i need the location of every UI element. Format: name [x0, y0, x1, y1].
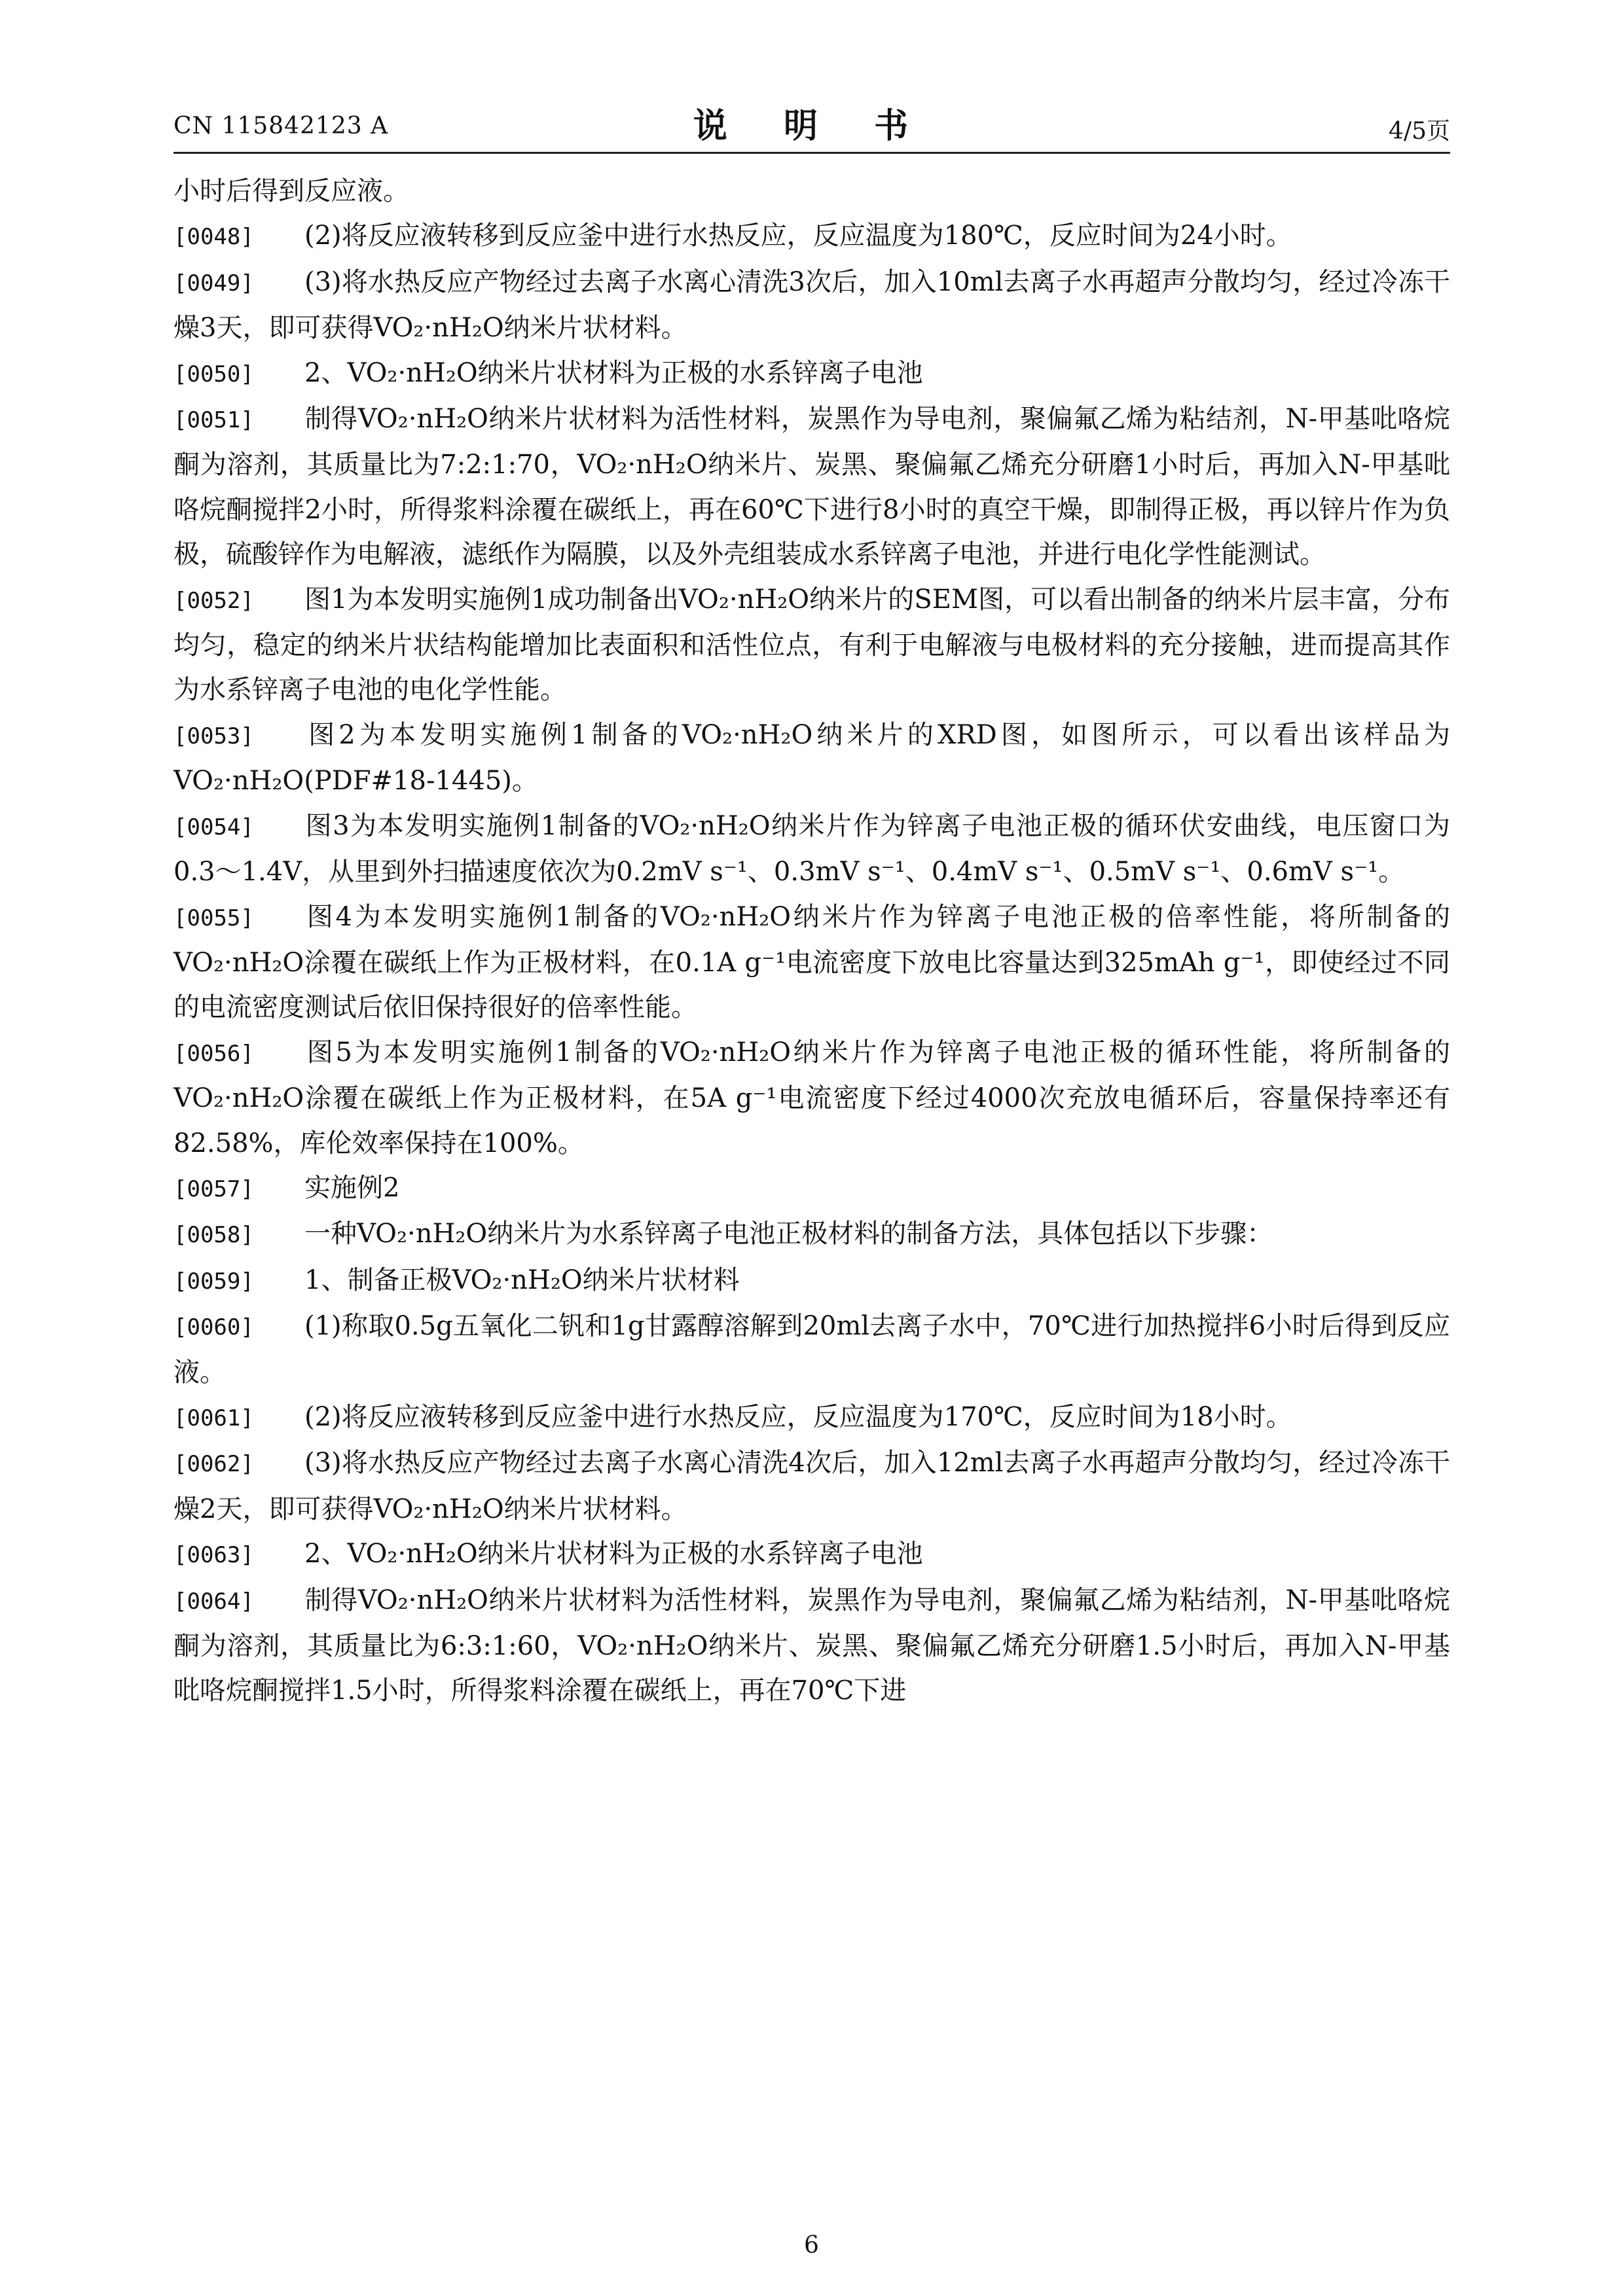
- paragraph: [173, 577, 1450, 713]
- paragraph-number: [0061]: [173, 1405, 254, 1431]
- paragraph-text: 制得VO₂·nH₂O纳米片状材料为活性材料，炭黑作为导电剂，聚偏氟乙烯为粘结剂，N-甲基吡咯烷酮为溶剂，其质量比为6:3:1:60，VO₂·nH₂O纳米片、炭黑、聚偏氟乙烯充分研磨1.5小时后，再加入N-甲基吡咯烷酮搅拌1.5小时，所得浆料涂覆在碳纸上，再在70℃下进: [173, 1585, 1450, 1706]
- paragraph-number: [0055]: [173, 905, 254, 931]
- paragraph-text: (2)将反应液转移到反应釜中进行水热反应，反应温度为170℃，反应时间为18小时。: [304, 1401, 1292, 1432]
- document-id: CN 115842123 A: [173, 113, 389, 139]
- paragraph-number: [0056]: [173, 1040, 254, 1067]
- paragraph-number: [0063]: [173, 1542, 254, 1569]
- paragraph-text: 图4为本发明实施例1制备的VO₂·nH₂O纳米片作为锌离子电池正极的倍率性能，将所制备的VO₂·nH₂O涂覆在碳纸上作为正极材料，在0.1A g⁻¹电流密度下放电比容量达到325mAh g⁻¹，即使经过不同的电流密度测试后依旧保持很好的倍率性能。: [173, 901, 1450, 1023]
- paragraph-number: [0059]: [173, 1268, 254, 1295]
- paragraph: [173, 397, 1450, 577]
- paragraph: [173, 1030, 1450, 1166]
- paragraph: [173, 1441, 1450, 1532]
- paragraph-text: (3)将水热反应产物经过去离子水离心清洗4次后，加入12ml去离子水再超声分散均匀，经过冷冻干燥2天，即可获得VO₂·nH₂O纳米片状材料。: [173, 1448, 1450, 1524]
- paragraph: [173, 351, 1450, 397]
- document-body: [173, 169, 1450, 1713]
- paragraph: [173, 1532, 1450, 1577]
- paragraph-text: (2)将反应液转移到反应釜中进行水热反应，反应温度为180℃，反应时间为24小时。: [304, 221, 1292, 251]
- paragraph: [173, 213, 1450, 259]
- paragraph-text: 图5为本发明实施例1制备的VO₂·nH₂O纳米片作为锌离子电池正极的循环性能，将所制备的VO₂·nH₂O涂覆在碳纸上作为正极材料，在5A g⁻¹电流密度下经过4000次充放电循环后，容量保持率还有82.58%，库伦效率保持在100%。: [173, 1037, 1450, 1158]
- paragraph-text: 一种VO₂·nH₂O纳米片为水系锌离子电池正极材料的制备方法，具体包括以下步骤：: [304, 1219, 1273, 1249]
- paragraph-text: 2、VO₂·nH₂O纳米片状材料为正极的水系锌离子电池: [304, 1539, 923, 1570]
- paragraph: [173, 895, 1450, 1030]
- paragraph-number: [0064]: [173, 1588, 254, 1615]
- paragraph: [173, 1258, 1450, 1304]
- paragraph-number: [0051]: [173, 407, 254, 434]
- paragraph: [173, 804, 1450, 895]
- paragraph-text: (1)称取0.5g五氧化二钒和1g甘露醇溶解到20ml去离子水中，70℃进行加热搅拌6小时后得到反应液。: [173, 1311, 1450, 1388]
- paragraph-text: 实施例2: [304, 1172, 400, 1203]
- paragraph-text: 图3为本发明实施例1制备的VO₂·nH₂O纳米片作为锌离子电池正极的循环伏安曲线，电压窗口为0.3～1.4V，从里到外扫描速度依次为0.2mV s⁻¹、0.3mV s⁻¹、0.4mV s⁻¹、0.5mV s⁻¹、0.6mV s⁻¹。: [173, 810, 1450, 888]
- paragraph-number: [0048]: [173, 224, 254, 251]
- paragraph-text: 2、VO₂·nH₂O纳米片状材料为正极的水系锌离子电池: [304, 357, 923, 388]
- page-header: [173, 98, 1450, 151]
- paragraph: [173, 1166, 1450, 1211]
- paragraph-text: (3)将水热反应产物经过去离子水离心清洗3次后，加入10ml去离子水再超声分散均匀，经过冷冻干燥3天，即可获得VO₂·nH₂O纳米片状材料。: [173, 266, 1450, 344]
- paragraph-number: [0058]: [173, 1222, 254, 1249]
- paragraph-text: 制得VO₂·nH₂O纳米片状材料为活性材料，炭黑作为导电剂，聚偏氟乙烯为粘结剂，N-甲基吡咯烷酮为溶剂，其质量比为7:2:1:70，VO₂·nH₂O纳米片、炭黑、聚偏氟乙烯充分研磨1小时后，再加入N-甲基吡咯烷酮搅拌2小时，所得浆料涂覆在碳纸上，再在60℃下进行8小时的真空干燥，即制得正极，再以锌片作为负极，硫酸锌作为电解液，滤纸作为隔膜，以及外壳组装成水系锌离子电池，并进行电化学性能测试。: [173, 404, 1450, 570]
- paragraph-number: [0054]: [173, 814, 254, 840]
- paragraph: [173, 260, 1450, 351]
- page-number: 6: [804, 2232, 819, 2259]
- paragraph-number: [0053]: [173, 723, 254, 749]
- paragraph-number: [0060]: [173, 1314, 254, 1341]
- paragraph-number: [0049]: [173, 270, 254, 296]
- paragraph-text: 图1为本发明实施例1成功制备出VO₂·nH₂O纳米片的SEM图，可以看出制备的纳米片层丰富，分布均匀，稳定的纳米片状结构能增加比表面积和活性位点，有利于电解液与电极材料的充分接触，进而提高其作为水系锌离子电池的电化学性能。: [173, 584, 1450, 706]
- paragraph: [173, 713, 1450, 804]
- paragraph-number: [0057]: [173, 1175, 254, 1202]
- document-title: 说 明 书: [693, 106, 931, 146]
- header-divider: [173, 152, 1450, 154]
- paragraph-text: 小时后得到反应液。: [173, 176, 409, 206]
- paragraph-number: [0052]: [173, 587, 254, 614]
- paragraph: [173, 1304, 1450, 1395]
- paragraph-text: 1、制备正极VO₂·nH₂O纳米片状材料: [304, 1265, 740, 1295]
- paragraph-number: [0062]: [173, 1451, 254, 1478]
- paragraph: [173, 1211, 1450, 1257]
- paragraph: [173, 169, 1450, 213]
- paragraph: [173, 1578, 1450, 1713]
- page-info: 4/5页: [1389, 118, 1450, 145]
- paragraph-text: 图2为本发明实施例1制备的VO₂·nH₂O纳米片的XRD图，如图所示，可以看出该样品为VO₂·nH₂O(PDF#18-1445)。: [173, 719, 1450, 797]
- paragraph: [173, 1395, 1450, 1441]
- paragraph-number: [0050]: [173, 361, 254, 387]
